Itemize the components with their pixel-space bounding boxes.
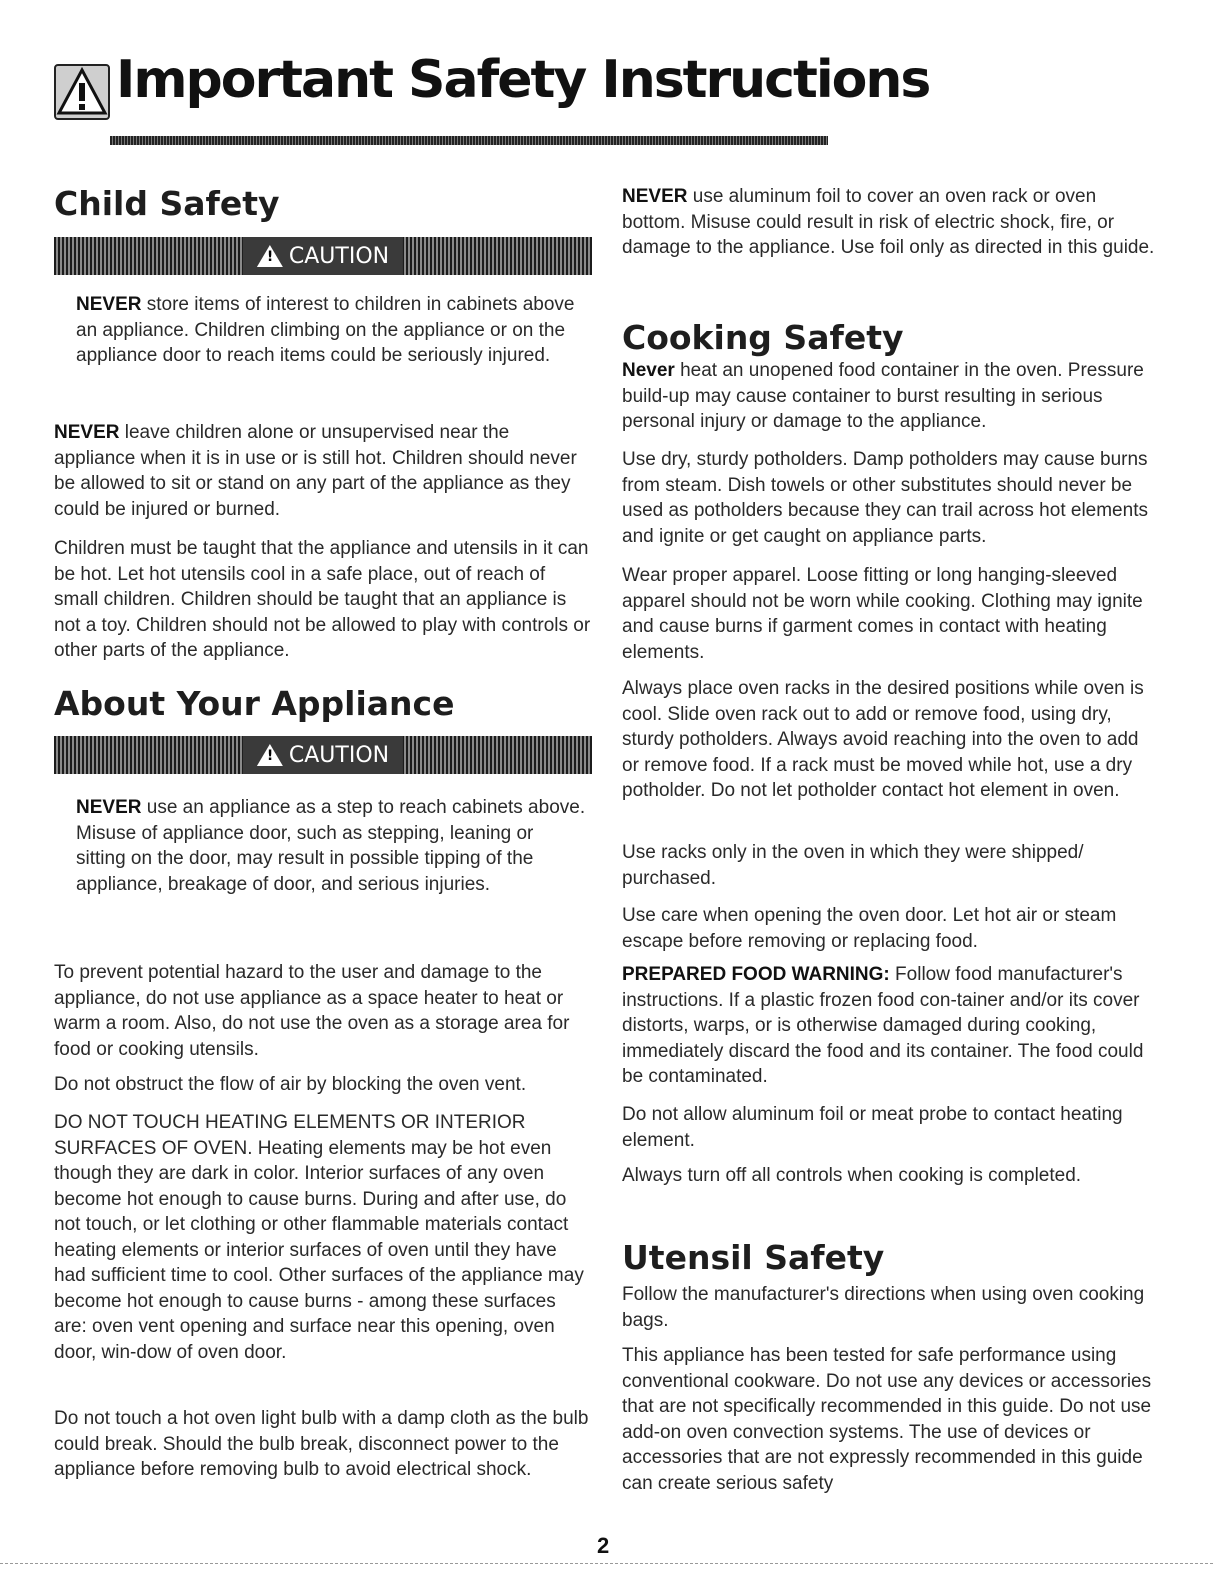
paragraph: PREPARED FOOD WARNING: Follow food manufacturer's instructions. If a plastic frozen food con-tainer and/or its cover distorts, warps, or is otherwise damaged during cooking, immediately discard the food and its container. The food could be contaminated. bbox=[622, 964, 1144, 1087]
paragraph: Always place oven racks in the desired positions while oven is cool. Slide oven rack out to add or remove food, using dry, sturdy potholders. Always avoid reaching into the oven to add or remove food. If a rack must be moved while hot, use a dry potholder. Do not let potholder contact hot element in oven. bbox=[622, 678, 1144, 801]
caution-text: NEVER use an appliance as a step to reach cabinets above. Misuse of appliance door, such as stepping, leaning or sitting on the door, may result in possible tipping of the appliance, breakage of door, and serious injuries. bbox=[76, 797, 586, 895]
heading-about-appliance: About Your Appliance bbox=[54, 684, 455, 723]
paragraph: Follow the manufacturer's directions when using oven cooking bags. bbox=[622, 1284, 1145, 1331]
paragraph: Do not touch a hot oven light bulb with a damp cloth as the bulb could break. Should the bulb break, disconnect power to the appliance before removing bulb to avoid electrical shock. bbox=[54, 1408, 589, 1480]
paragraph: Children must be taught that the appliance and utensils in it can be hot. Let hot utensils cool in a safe place, out of reach of small children. Children should be taught that an appliance is not a toy. Children should not be allowed to play with controls or other parts of the appliance. bbox=[54, 538, 591, 661]
caution-banner bbox=[54, 736, 592, 774]
heading-utensil-safety: Utensil Safety bbox=[622, 1238, 885, 1277]
heading-child-safety: Child Safety bbox=[54, 184, 280, 223]
paragraph: NEVER leave children alone or unsupervised near the appliance when it is in use or is still hot. Children should never be allowed to sit or stand on any part of the appliance as they could be injured or burned. bbox=[54, 422, 577, 520]
paragraph: Do not obstruct the flow of air by blocking the oven vent. bbox=[54, 1074, 527, 1095]
warning-triangle-icon: ! bbox=[257, 245, 283, 267]
paragraph: DO NOT TOUCH HEATING ELEMENTS OR INTERIOR SURFACES OF OVEN. Heating elements may be hot even though they are dark in color. Interior surfaces of any oven become hot enough to cause burns. During and after use, do not touch, or let clothing or other flammable materials contact heating elements or interior surfaces of oven until they have had sufficient time to cool. Other surfaces of the appliance may become hot enough to cause burns - among these surfaces are: oven vent opening and surface near this opening, oven door, win-dow of oven door. bbox=[54, 1112, 584, 1363]
paragraph: Always turn off all controls when cooking is completed. bbox=[622, 1165, 1082, 1186]
caution-label: CAUTION bbox=[288, 742, 390, 768]
caution-text: NEVER store items of interest to children in cabinets above an appliance. Children climbing on the appliance or on the appliance door to reach items could be seriously injured. bbox=[76, 294, 575, 366]
paragraph: This appliance has been tested for safe performance using conventional cookware. Do not use any devices or accessories that are not specifically recommended in this guide. Do not use add-on oven convection systems. The use of devices or accessories that are not expressly recommended in this guide can create serious safety bbox=[622, 1345, 1152, 1494]
page-title: Important Safety Instructions bbox=[116, 50, 930, 110]
paragraph: Do not allow aluminum foil or meat probe to contact heating element. bbox=[622, 1104, 1123, 1151]
paragraph: Use care when opening the oven door. Let hot air or steam escape before removing or replacing food. bbox=[622, 905, 1117, 952]
heading-cooking-safety: Cooking Safety bbox=[622, 318, 904, 357]
paragraph: Use dry, sturdy potholders. Damp potholders may cause burns from steam. Dish towels or other substitutes should never be used as potholders because they can trail across hot elements and ignite or get caught on appliance parts. bbox=[622, 449, 1148, 547]
paragraph: Wear proper apparel. Loose fitting or long hanging-sleeved apparel should not be worn while cooking. Clothing may ignite and cause burns if garment comes in contact with heating elements. bbox=[622, 565, 1143, 663]
footer-rule bbox=[0, 1563, 1213, 1565]
caution-label: CAUTION bbox=[288, 243, 390, 269]
header-rule bbox=[110, 136, 828, 145]
caution-banner bbox=[54, 237, 592, 275]
paragraph: Use racks only in the oven in which they were shipped/ purchased. bbox=[622, 842, 1084, 889]
paragraph: NEVER use aluminum foil to cover an oven rack or oven bottom. Misuse could result in risk of electric shock, fire, or damage to the appliance. Use foil only as directed in this guide. bbox=[622, 186, 1155, 258]
paragraph: Never heat an unopened food container in the oven. Pressure build-up may cause container to burst resulting in serious personal injury or damage to the appliance. bbox=[622, 360, 1144, 432]
warning-triangle-icon bbox=[54, 64, 110, 120]
paragraph: To prevent potential hazard to the user and damage to the appliance, do not use appliance as a space heater to heat or warm a room. Also, do not use the oven as a storage area for food or cooking utensils. bbox=[54, 962, 570, 1060]
warning-triangle-icon: ! bbox=[257, 744, 283, 766]
page-number: 2 bbox=[597, 1533, 610, 1558]
